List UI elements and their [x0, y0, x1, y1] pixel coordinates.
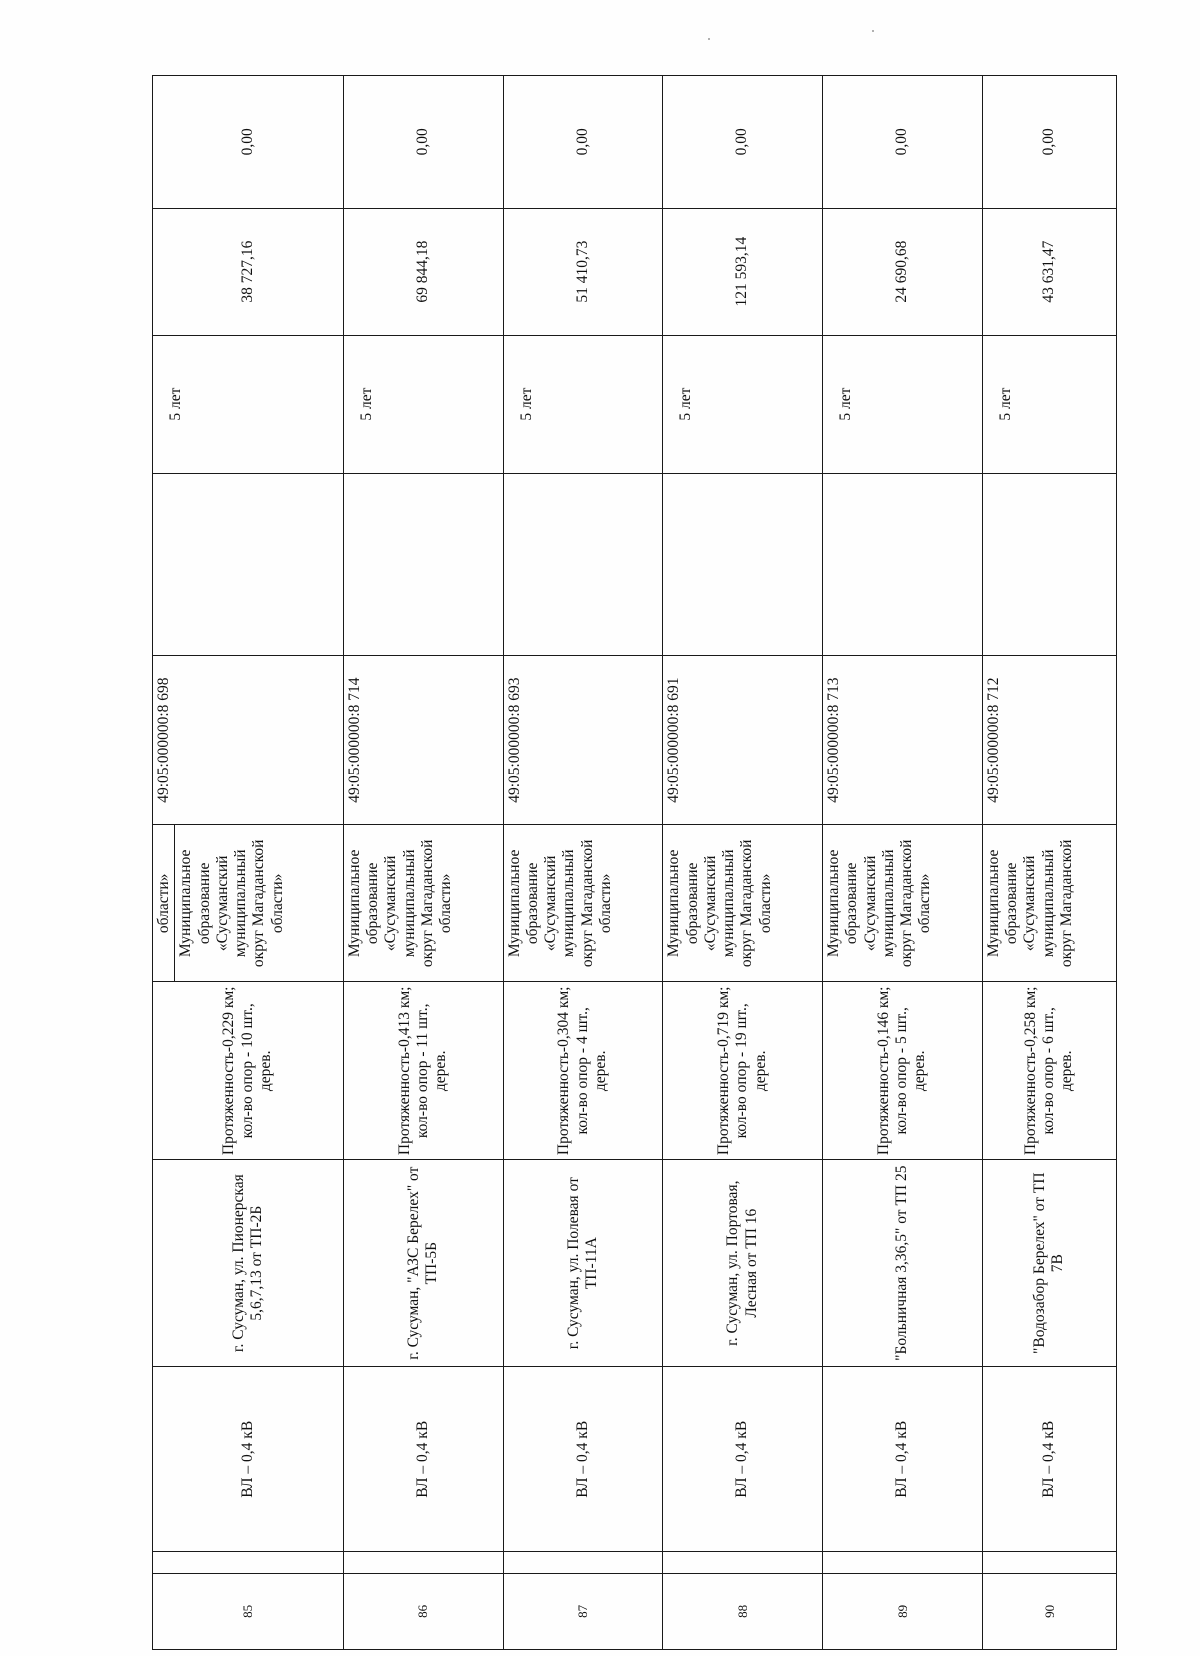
row-number: 88 — [663, 1573, 823, 1649]
scan-speck — [872, 30, 874, 32]
table-row — [982, 76, 1116, 1650]
row-number: 89 — [822, 1573, 982, 1649]
table-row — [153, 76, 344, 1650]
empty-column — [343, 473, 503, 655]
cadastral-number: 49:05:000000:8 712 — [982, 655, 1116, 825]
empty-column — [822, 473, 982, 655]
owner-name: Муниципальное образование «Сусуманский муниципальный округ Магаданской области» — [822, 825, 982, 982]
header-remnant: области» — [155, 825, 175, 981]
owner-text: Муниципальное образование «Сусуманский муниципальный округ Магаданской области» — [177, 839, 286, 968]
object-characteristics: Протяженность-0,229 км; кол-во опор - 10 шт., дерев. — [153, 982, 344, 1160]
owner-name: Муниципальное образование «Сусуманский муниципальный округ Магаданской — [982, 825, 1116, 982]
term-value: 5 лет — [663, 335, 823, 473]
object-type: ВЛ – 0,4 кВ — [822, 1367, 982, 1552]
book-value: 43 631,47 — [982, 208, 1116, 335]
book-value: 24 690,68 — [822, 208, 982, 335]
blank-column — [343, 1552, 503, 1573]
term-value: 5 лет — [343, 335, 503, 473]
table-row — [663, 76, 823, 1650]
table-row — [503, 76, 663, 1650]
blank-column — [153, 1552, 344, 1573]
table-row — [822, 76, 982, 1650]
object-characteristics: Протяженность-0,258 км; кол-во опор - 6 шт., дерев. — [982, 982, 1116, 1160]
cadastral-number: 49:05:000000:8 693 — [503, 655, 663, 825]
residual-value: 0,00 — [503, 76, 663, 209]
residual-value: 0,00 — [822, 76, 982, 209]
residual-value: 0,00 — [982, 76, 1116, 209]
residual-value: 0,00 — [343, 76, 503, 209]
book-value: 121 593,14 — [663, 208, 823, 335]
owner-name: Муниципальное образование «Сусуманский муниципальный округ Магаданской области» — [503, 825, 663, 982]
object-type: ВЛ – 0,4 кВ — [982, 1367, 1116, 1552]
residual-value: 0,00 — [663, 76, 823, 209]
object-address: "Больничная 3,36,5" от ТП 25 — [822, 1160, 982, 1367]
object-type: ВЛ – 0,4 кВ — [343, 1367, 503, 1552]
blank-column — [663, 1552, 823, 1573]
row-number: 90 — [982, 1573, 1116, 1649]
cadastral-number: 49:05:000000:8 691 — [663, 655, 823, 825]
object-address: "Водозабор Берелех" от ТП 7В — [982, 1160, 1116, 1367]
registry-table — [152, 75, 1117, 1650]
object-characteristics: Протяженность-0,304 км; кол-во опор - 4 шт., дерев. — [503, 982, 663, 1160]
row-number: 86 — [343, 1573, 503, 1649]
object-type: ВЛ – 0,4 кВ — [503, 1367, 663, 1552]
cadastral-number: 49:05:000000:8 698 — [153, 655, 344, 825]
term-value: 5 лет — [822, 335, 982, 473]
object-address: г. Сусуман, ул. Портовая, Лесная от ТП 16 — [663, 1160, 823, 1367]
rotated-registry-table — [152, 75, 1117, 1650]
object-characteristics: Протяженность-0,719 км; кол-во опор - 19 шт., дерев. — [663, 982, 823, 1160]
owner-name: Муниципальное образование «Сусуманский муниципальный округ Магаданской области» — [343, 825, 503, 982]
book-value: 51 410,73 — [503, 208, 663, 335]
cadastral-number: 49:05:000000:8 713 — [822, 655, 982, 825]
row-number: 87 — [503, 1573, 663, 1649]
owner-name: Муниципальное образование «Сусуманский муниципальный округ Магаданской области» — [663, 825, 823, 982]
blank-column — [503, 1552, 663, 1573]
term-value: 5 лет — [982, 335, 1116, 473]
object-characteristics: Протяженность-0,413 км; кол-во опор - 11 шт., дерев. — [343, 982, 503, 1160]
empty-column — [503, 473, 663, 655]
object-type: ВЛ – 0,4 кВ — [153, 1367, 344, 1552]
object-address: г. Сусуман, ул. Пионерская 5,6,7,13 от ТП-2Б — [153, 1160, 344, 1367]
blank-column — [982, 1552, 1116, 1573]
blank-column — [822, 1552, 982, 1573]
empty-column — [663, 473, 823, 655]
empty-column — [982, 473, 1116, 655]
object-type: ВЛ – 0,4 кВ — [663, 1367, 823, 1552]
scan-speck — [708, 38, 710, 40]
residual-value: 0,00 — [153, 76, 344, 209]
book-value: 38 727,16 — [153, 208, 344, 335]
empty-column — [153, 473, 344, 655]
table-row — [343, 76, 503, 1650]
term-value: 5 лет — [153, 335, 344, 473]
object-characteristics: Протяженность-0,146 км; кол-во опор - 5 шт., дерев. — [822, 982, 982, 1160]
term-value: 5 лет — [503, 335, 663, 473]
row-number: 85 — [153, 1573, 344, 1649]
book-value: 69 844,18 — [343, 208, 503, 335]
cadastral-number: 49:05:000000:8 714 — [343, 655, 503, 825]
object-address: г. Сусуман, ул. Полевая от ТП-11А — [503, 1160, 663, 1367]
object-address: г. Сусуман, "АЗС Берелех" от ТП-5Б — [343, 1160, 503, 1367]
owner-name — [153, 825, 344, 982]
